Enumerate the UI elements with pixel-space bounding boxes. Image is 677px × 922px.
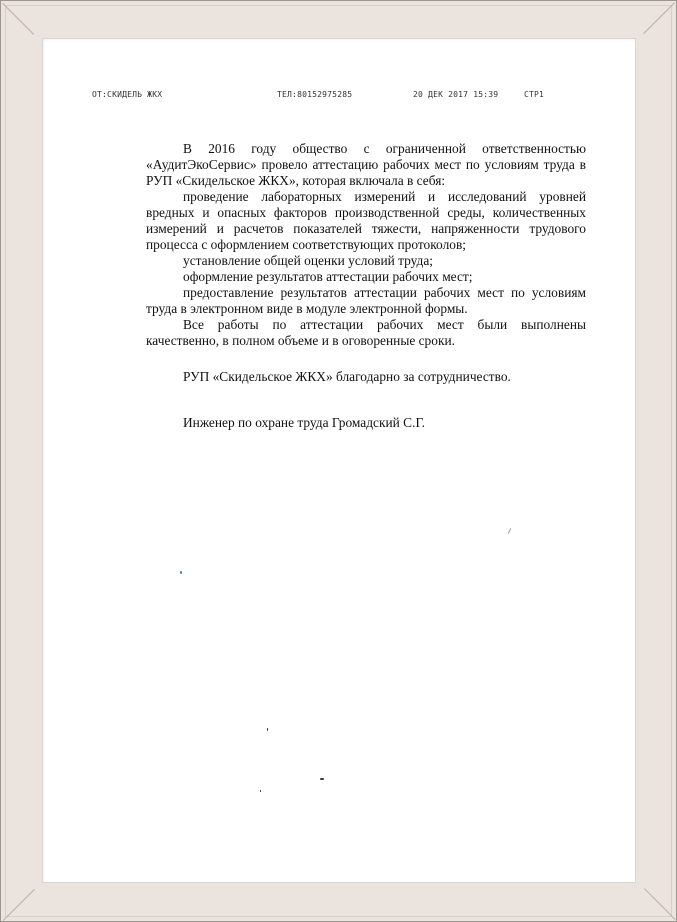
letter-paragraph: проведение лабораторных измерений и исследований уровней вредных и опасных факторов производственной среды, количественных измерений и расчетов показателей тяжести, напряженности трудового процесса с оформлением соответствующих протоколов; — [146, 189, 586, 252]
fax-phone: ТЕЛ:80152975285 — [277, 90, 353, 99]
scan-speck — [508, 528, 511, 534]
letter-closing: РУП «Скидельское ЖКХ» благодарно за сотрудничество. — [183, 369, 511, 384]
document-page — [42, 38, 636, 883]
letter-signature: Инженер по охране труда Громадский С.Г. — [183, 415, 426, 430]
letter-paragraph: предоставление результатов аттестации рабочих мест по условиям труда в электронном виде в модуле электронной формы. — [146, 285, 586, 316]
letter-paragraph: В 2016 году общество с ограниченной ответственностью «АудитЭкоСервис» провело аттестацию рабочих мест по условиям труда в РУП «Скидельское ЖКХ», которая включала в себя: — [146, 141, 586, 188]
scan-speck — [260, 790, 261, 792]
frame-corner-bottom-left — [3, 889, 35, 921]
letter-paragraph: Все работы по аттестации рабочих мест были выполнены качественно, в полном объеме и в оговоренные сроки. — [146, 317, 586, 348]
scan-speck — [180, 571, 182, 574]
frame-corner-bottom-right — [644, 888, 676, 920]
fax-page-number: СТР1 — [524, 90, 545, 99]
letter-paragraph: установление общей оценки условий труда; — [183, 253, 434, 268]
fax-sender: ОТ:СКИДЕЛЬ ЖКХ — [92, 90, 163, 99]
letter-body — [146, 141, 586, 431]
scan-speck — [267, 728, 268, 731]
frame-corner-top-left — [2, 3, 34, 35]
scan-speck — [320, 778, 324, 780]
letter-paragraph: оформление результатов аттестации рабочих мест; — [183, 269, 473, 284]
fax-date: 20 ДЕК 2017 15:39 — [413, 90, 499, 99]
frame-corner-top-right — [643, 2, 675, 34]
